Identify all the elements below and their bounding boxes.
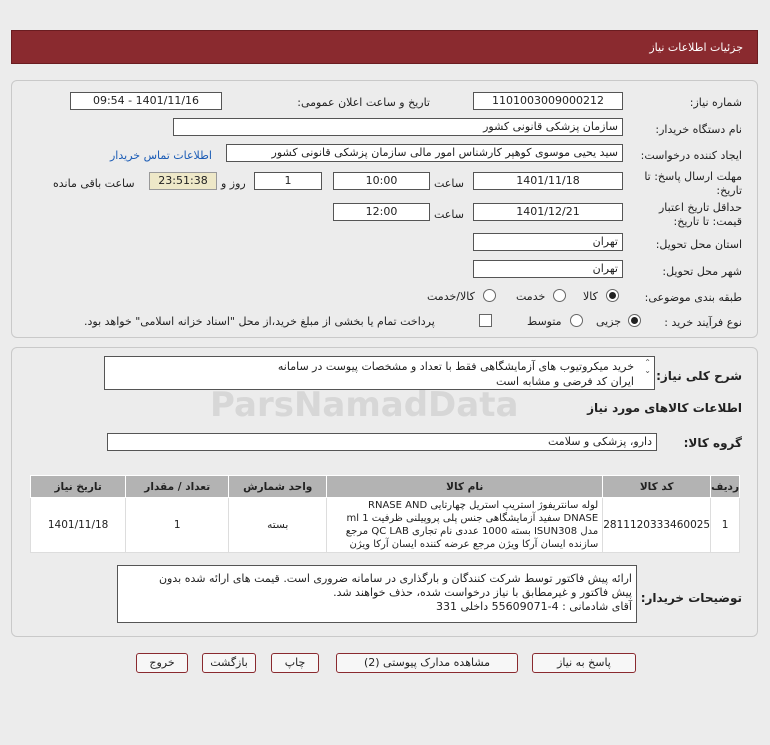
buyer-notes-line1: ارائه پیش فاکتور توسط شرکت کنندگان و بارگذاری در سامانه ضروری است. قیمت های ارائه شده بدون <box>158 572 632 585</box>
remaining-time-field: 23:51:38 <box>149 172 217 190</box>
col-qty-header: تعداد / مقدار <box>126 476 229 498</box>
goods-table <box>30 475 740 553</box>
treasury-payment-checkbox[interactable] <box>479 314 492 327</box>
attachments-button[interactable]: مشاهده مدارک پیوستی (2) <box>336 653 518 673</box>
cell-name <box>327 498 603 553</box>
process-option-minor: جزیی <box>596 315 622 328</box>
back-button[interactable]: بازگشت <box>202 653 256 673</box>
buyer-notes-box[interactable] <box>117 565 637 623</box>
requester-label: ایجاد کننده درخواست: <box>640 149 742 162</box>
validity-time-label: ساعت <box>434 208 464 221</box>
print-button[interactable]: چاپ <box>271 653 319 673</box>
city-label: شهر محل تحویل: <box>662 265 742 278</box>
category-radio-goods[interactable] <box>606 289 619 302</box>
validity-label-2: قیمت: تا تاریخ: <box>673 215 742 228</box>
summary-text-line2: ایران کد فرضی و مشابه است <box>495 375 634 388</box>
deadline-time-field: 10:00 <box>333 172 430 190</box>
category-radio-service[interactable] <box>553 289 566 302</box>
category-option-goods-service: کالا/خدمت <box>427 290 475 303</box>
days-label: روز و <box>221 177 246 190</box>
table-row[interactable] <box>31 498 740 553</box>
process-label: نوع فرآیند خرید : <box>664 316 742 329</box>
deadline-label-2: تاریخ: <box>716 184 742 197</box>
summary-textbox[interactable] <box>104 356 655 390</box>
process-option-medium: متوسط <box>527 315 562 328</box>
validity-label-1: حداقل تاریخ اعتبار <box>658 201 742 214</box>
summary-text-line1: خرید میکروتیوب های آزمایشگاهی فقط با تعداد و مشخصات پیوست در سامانه <box>277 360 634 373</box>
need-number-field: 1101003009000212 <box>473 92 623 110</box>
deadline-date-field: 1401/11/18 <box>473 172 623 190</box>
cell-name-line: مدل ISUN308 بسته 1000 عددی نام تجاری QC LAB مرجع <box>345 526 599 537</box>
need-number-label: شماره نیاز: <box>689 96 742 109</box>
summary-label: شرح کلی نیاز: <box>656 369 742 383</box>
page-title: جزئیات اطلاعات نیاز <box>649 41 743 54</box>
city-field: تهران <box>473 260 623 278</box>
cell-unit: بسته <box>229 498 327 553</box>
cell-qty: 1 <box>126 498 229 553</box>
category-label: طبقه بندی موضوعی: <box>644 291 742 304</box>
province-field: تهران <box>473 233 623 251</box>
remaining-label: ساعت باقی مانده <box>53 177 135 190</box>
announce-field: 1401/11/16 - 09:54 <box>70 92 222 110</box>
table-header-row <box>31 476 740 498</box>
category-radio-goods-service[interactable] <box>483 289 496 302</box>
col-unit-header: واحد شمارش <box>229 476 327 498</box>
requester-field: سید یحیی موسوی کوهپر کارشناس امور مالی سازمان پزشکی قانونی کشور <box>226 144 623 162</box>
buyer-org-field: سازمان پزشکی قانونی کشور <box>173 118 623 136</box>
cell-name-line: DNASE سفید آزمایشگاهی جنس پلی پروپیلنی ظرفیت 1 ml <box>346 513 599 524</box>
process-radio-minor[interactable] <box>628 314 641 327</box>
goods-group-field: دارو، پزشکی و سلامت <box>107 433 657 451</box>
deadline-label-1: مهلت ارسال پاسخ: تا <box>644 170 742 183</box>
goods-section-title: اطلاعات کالاهای مورد نیاز <box>587 401 742 415</box>
validity-time-field: 12:00 <box>333 203 430 221</box>
col-date-header: تاریخ نیاز <box>31 476 126 498</box>
buyer-notes-label: توضیحات خریدار: <box>640 591 742 605</box>
category-option-goods: کالا <box>583 290 598 303</box>
buyer-org-label: نام دستگاه خریدار: <box>655 123 742 136</box>
province-label: استان محل تحویل: <box>655 238 742 251</box>
exit-button[interactable]: خروج <box>136 653 188 673</box>
goods-group-label: گروه کالا: <box>683 436 742 450</box>
cell-code: 2811120333460025 <box>603 498 711 553</box>
cell-date: 1401/11/18 <box>31 498 126 553</box>
category-option-service: خدمت <box>516 290 546 303</box>
treasury-payment-note: پرداخت تمام یا بخشی از مبلغ خرید،از محل "اسناد خزانه اسلامی" خواهد بود. <box>84 315 435 328</box>
days-field: 1 <box>254 172 322 190</box>
buyer-notes-line2: پیش فاکتور و غیرمطابق با نیاز درخواست شده، حذف خواهند شد. <box>333 586 632 599</box>
process-radio-medium[interactable] <box>570 314 583 327</box>
announce-label: تاریخ و ساعت اعلان عمومی: <box>297 96 430 109</box>
deadline-time-label: ساعت <box>434 177 464 190</box>
cell-row: 1 <box>711 498 740 553</box>
buyer-notes-line3: آقای شادمانی : 4-55609071 داخلی 331 <box>436 600 632 613</box>
col-row-header: ردیف <box>711 476 740 498</box>
col-code-header: کد کالا <box>603 476 711 498</box>
cell-name-line: لوله سانتریفوژ استریپ استریل چهارتایی RNASE AND <box>368 500 599 511</box>
watermark-logo: ParsNamadData <box>210 385 519 425</box>
col-name-header: نام کالا <box>327 476 603 498</box>
scroll-arrows-icon[interactable]: ⌃ ⌄ <box>644 358 651 375</box>
reply-button[interactable]: پاسخ به نیاز <box>532 653 636 673</box>
contact-buyer-link[interactable]: اطلاعات تماس خریدار <box>110 149 212 162</box>
page-header <box>11 30 758 64</box>
cell-name-line: سازنده ایسان آرکا ویژن مرجع عرضه کننده ایسان آرکا ویژن <box>349 539 599 550</box>
validity-date-field: 1401/12/21 <box>473 203 623 221</box>
